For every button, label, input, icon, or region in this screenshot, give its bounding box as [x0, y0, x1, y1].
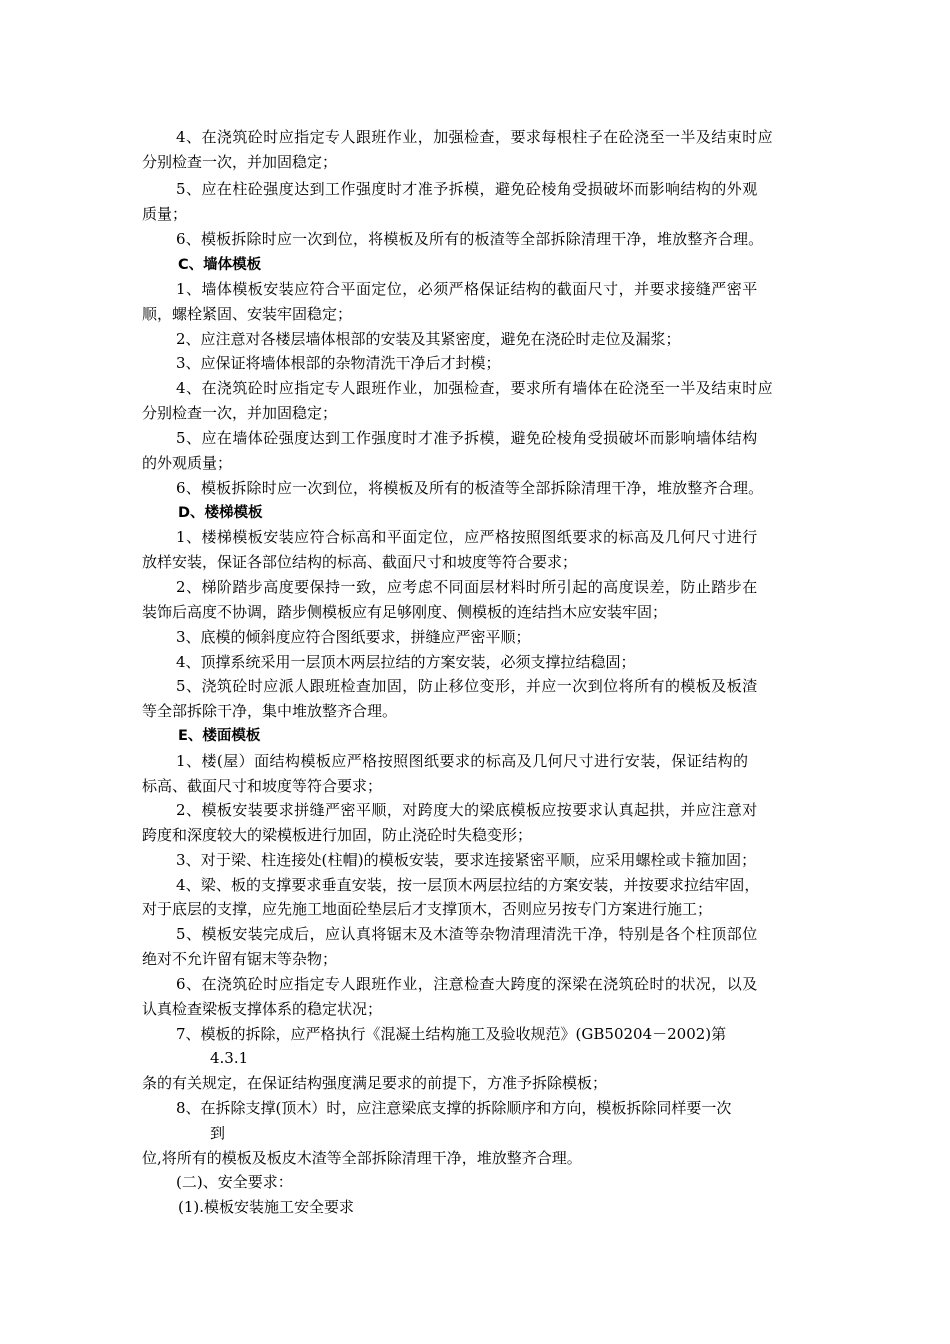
- text-line: 5、浇筑砼时应派人跟班检查加固，防止移位变形，并应一次到位将所有的模板及板渣: [176, 677, 758, 695]
- text-line: 标高、截面尺寸和坡度等符合要求；: [142, 777, 383, 795]
- text-line: 4、梁、板的支撑要求垂直安装，按一层顶木两层拉结的方案安装，并按要求拉结牢固，: [176, 876, 760, 894]
- text-line: 3、应保证将墙体根部的杂物清洗干净后才封模；: [176, 354, 501, 372]
- section-heading: C、墙体模板: [178, 257, 262, 273]
- text-line: 1、墙体模板安装应符合平面定位，必须严格保证结构的截面尺寸，并要求接缝严密平: [176, 280, 758, 298]
- text-line: 分别检查一次，并加固稳定；: [142, 153, 338, 171]
- text-line: 8、在拆除支撑(顶木）时，应注意梁底支撑的拆除顺序和方向，模板拆除同样要一次: [176, 1099, 732, 1117]
- text-line: 5、应在墙体砼强度达到工作强度时才准予拆模，避免砼棱角受损破坏而影响墙体结构: [176, 429, 758, 447]
- text-line: 2、模板安装要求拼缝严密平顺，对跨度大的梁底模板应按要求认真起拱，并应注意对: [176, 801, 758, 819]
- text-line: 1、楼(屋）面结构模板应严格按照图纸要求的标高及几何尺寸进行安装，保证结构的: [176, 752, 749, 770]
- text-line: 2、梯阶踏步高度要保持一致，应考虑不同面层材料时所引起的高度误差，防止踏步在: [176, 578, 758, 596]
- text-line: 的外观质量；: [142, 454, 233, 472]
- text-line: 对于底层的支撑，应先施工地面砼垫层后才支撑顶木，否则应另按专门方案进行施工；: [142, 900, 713, 918]
- text-line: 3、底模的倾斜度应符合图纸要求，拼缝应严密平顺；: [176, 628, 531, 646]
- text-line: 跨度和深度较大的梁模板进行加固，防止浇砼时失稳变形；: [142, 826, 533, 844]
- text-line: 5、应在柱砼强度达到工作强度时才准予拆模，避免砼棱角受损破坏而影响结构的外观: [176, 180, 758, 198]
- text-line: 4、在浇筑砼时应指定专人跟班作业，加强检查，要求每根柱子在砼浇至一半及结束时应: [176, 128, 774, 146]
- text-line: 认真检查梁板支撑体系的稳定状况；: [142, 1000, 383, 1018]
- text-line: 6、模板拆除时应一次到位，将模板及所有的板渣等全部拆除清理干净，堆放整齐合理。: [176, 479, 764, 497]
- section-heading: D、楼梯模板: [178, 505, 263, 521]
- text-line: 1、楼梯模板安装应符合标高和平面定位，应严格按照图纸要求的标高及几何尺寸进行: [176, 528, 758, 546]
- text-line: 6、在浇筑砼时应指定专人跟班作业，注意检查大跨度的深梁在浇筑砼时的状况，以及: [176, 975, 758, 993]
- section-heading: (二)、安全要求：: [176, 1173, 293, 1191]
- text-line: 顺，螺栓紧固、安装牢固稳定；: [142, 305, 353, 323]
- text-line: 放样安装，保证各部位结构的标高、截面尺寸和坡度等符合要求；: [142, 553, 578, 571]
- section-heading: E、楼面模板: [178, 728, 261, 744]
- text-line: 2、应注意对各楼层墙体根部的安装及其紧密度，避免在浇砼时走位及漏浆；: [176, 330, 681, 348]
- text-line: 装饰后高度不协调，踏步侧模板应有足够刚度、侧模板的连结挡木应安装牢固；: [142, 603, 668, 621]
- text-line: 7、模板的拆除，应严格执行《混凝土结构施工及验收规范》(GB50204－2002)第: [176, 1025, 727, 1043]
- text-line: 位,将所有的模板及板皮木渣等全部拆除清理干净，堆放整齐合理。: [142, 1149, 582, 1167]
- text-line: 4.3.1: [210, 1049, 249, 1067]
- text-line: 到: [210, 1124, 226, 1142]
- text-line: 条的有关规定，在保证结构强度满足要求的前提下，方准予拆除模板；: [142, 1074, 608, 1092]
- text-line: 等全部拆除干净，集中堆放整齐合理。: [142, 702, 398, 720]
- text-line: 5、模板安装完成后，应认真将锯末及木渣等杂物清理清洗干净，特别是各个柱顶部位: [176, 925, 758, 943]
- section-heading: (1).模板安装施工安全要求: [178, 1198, 355, 1216]
- text-line: 分别检查一次，并加固稳定；: [142, 404, 338, 422]
- text-line: 6、模板拆除时应一次到位，将模板及所有的板渣等全部拆除清理干净，堆放整齐合理。: [176, 230, 764, 248]
- text-line: 绝对不允许留有锯末等杂物；: [142, 950, 338, 968]
- text-line: 4、顶撑系统采用一层顶木两层拉结的方案安装，必须支撑拉结稳固；: [176, 653, 636, 671]
- text-line: 3、对于梁、柱连接处(柱帽)的模板安装，要求连接紧密平顺，应采用螺栓或卡箍加固；: [176, 851, 757, 869]
- text-line: 质量；: [142, 205, 188, 223]
- text-line: 4、在浇筑砼时应指定专人跟班作业，加强检查，要求所有墙体在砼浇至一半及结束时应: [176, 379, 774, 397]
